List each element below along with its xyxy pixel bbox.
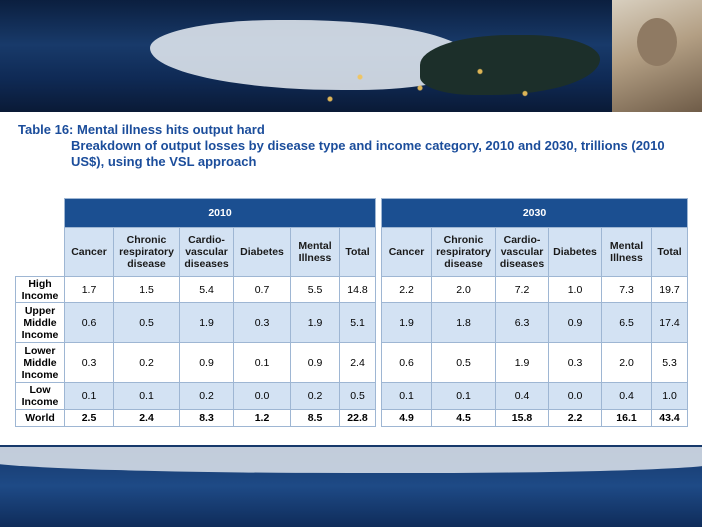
table-row-high-income xyxy=(16,277,688,303)
header-banner-earth-image xyxy=(0,0,702,112)
col-header-cardiovascular: Cardio-vascular diseases xyxy=(496,228,549,277)
table-cell: 1.0 xyxy=(652,383,688,410)
table-cell: 0.9 xyxy=(549,303,602,343)
table-cell: 1.9 xyxy=(180,303,234,343)
table-cell: 5.4 xyxy=(180,277,234,303)
table-cell: 22.8 xyxy=(340,410,376,427)
group-header-2030: 2030 xyxy=(382,199,688,228)
table-cell: 0.1 xyxy=(234,343,291,383)
col-header-total: Total xyxy=(340,228,376,277)
row-header: High Income xyxy=(16,277,65,303)
table-cell: 0.3 xyxy=(549,343,602,383)
table-cell: 1.7 xyxy=(65,277,114,303)
table-cell: 0.9 xyxy=(180,343,234,383)
footer-banner-earth-image xyxy=(0,445,702,527)
col-header-mental-illness: Mental Illness xyxy=(291,228,340,277)
col-header-total: Total xyxy=(652,228,688,277)
table-cell: 2.2 xyxy=(549,410,602,427)
table-row-upper-middle-income xyxy=(16,303,688,343)
table-cell: 2.4 xyxy=(340,343,376,383)
table-cell: 4.9 xyxy=(382,410,432,427)
monkey-thinker-image xyxy=(612,0,702,112)
output-losses-table xyxy=(15,198,688,427)
row-header: Upper Middle Income xyxy=(16,303,65,343)
table-cell: 17.4 xyxy=(652,303,688,343)
table-cell: 0.3 xyxy=(234,303,291,343)
table-cell: 0.2 xyxy=(114,343,180,383)
corner-cell xyxy=(16,228,65,277)
col-header-chronic-respiratory: Chronic respiratory disease xyxy=(432,228,496,277)
col-header-chronic-respiratory: Chronic respiratory disease xyxy=(114,228,180,277)
table-row-world xyxy=(16,410,688,427)
table-cell: 2.4 xyxy=(114,410,180,427)
table-cell: 0.2 xyxy=(180,383,234,410)
table-title: Table 16: Mental illness hits output hard xyxy=(18,122,265,137)
monkey-face xyxy=(637,18,677,66)
table-cell: 2.0 xyxy=(602,343,652,383)
table-cell: 0.6 xyxy=(65,303,114,343)
col-header-diabetes: Diabetes xyxy=(549,228,602,277)
table-cell: 1.9 xyxy=(496,343,549,383)
banner-city-lights xyxy=(300,55,600,110)
table-cell: 15.8 xyxy=(496,410,549,427)
table-cell: 2.2 xyxy=(382,277,432,303)
table-cell: 0.3 xyxy=(65,343,114,383)
table-cell: 4.5 xyxy=(432,410,496,427)
table-cell: 1.9 xyxy=(291,303,340,343)
table-cell: 2.5 xyxy=(65,410,114,427)
table-cell: 0.1 xyxy=(382,383,432,410)
table-cell: 0.5 xyxy=(340,383,376,410)
table-cell: 5.5 xyxy=(291,277,340,303)
table-subtitle: Breakdown of output losses by disease type and income category, 2010 and 2030, trillions (2010 US$), using the VSL approach xyxy=(71,138,665,169)
row-header: Low Income xyxy=(16,383,65,410)
table-cell: 6.3 xyxy=(496,303,549,343)
group-header-2010: 2010 xyxy=(65,199,376,228)
table-cell: 0.4 xyxy=(496,383,549,410)
row-header: World xyxy=(16,410,65,427)
table-cell: 0.0 xyxy=(549,383,602,410)
table-cell: 1.9 xyxy=(382,303,432,343)
table-cell: 6.5 xyxy=(602,303,652,343)
table-cell: 7.2 xyxy=(496,277,549,303)
table-cell: 0.1 xyxy=(432,383,496,410)
table-row-lower-middle-income xyxy=(16,343,688,383)
footer-ice-shelf xyxy=(0,447,702,473)
table-cell: 5.3 xyxy=(652,343,688,383)
table-cell: 43.4 xyxy=(652,410,688,427)
table-cell: 14.8 xyxy=(340,277,376,303)
table-cell: 5.1 xyxy=(340,303,376,343)
table-row-low-income xyxy=(16,383,688,410)
table-cell: 0.9 xyxy=(291,343,340,383)
table-cell: 1.0 xyxy=(549,277,602,303)
table-cell: 0.2 xyxy=(291,383,340,410)
table-cell: 7.3 xyxy=(602,277,652,303)
table-cell: 1.5 xyxy=(114,277,180,303)
table-cell: 0.7 xyxy=(234,277,291,303)
col-header-cardiovascular: Cardio-vascular diseases xyxy=(180,228,234,277)
table-cell: 8.3 xyxy=(180,410,234,427)
table-cell: 2.0 xyxy=(432,277,496,303)
table-cell: 16.1 xyxy=(602,410,652,427)
table-cell: 19.7 xyxy=(652,277,688,303)
table-cell: 0.1 xyxy=(65,383,114,410)
row-header: Lower Middle Income xyxy=(16,343,65,383)
col-header-diabetes: Diabetes xyxy=(234,228,291,277)
table-cell: 0.1 xyxy=(114,383,180,410)
col-header-cancer: Cancer xyxy=(382,228,432,277)
table-cell: 0.6 xyxy=(382,343,432,383)
table-cell: 0.4 xyxy=(602,383,652,410)
corner-cell xyxy=(16,199,65,228)
table-cell: 0.5 xyxy=(432,343,496,383)
table-cell: 0.5 xyxy=(114,303,180,343)
table-cell: 1.8 xyxy=(432,303,496,343)
col-header-mental-illness: Mental Illness xyxy=(602,228,652,277)
table-cell: 0.0 xyxy=(234,383,291,410)
table-cell: 8.5 xyxy=(291,410,340,427)
col-header-cancer: Cancer xyxy=(65,228,114,277)
table-cell: 1.2 xyxy=(234,410,291,427)
title-block xyxy=(18,122,688,170)
